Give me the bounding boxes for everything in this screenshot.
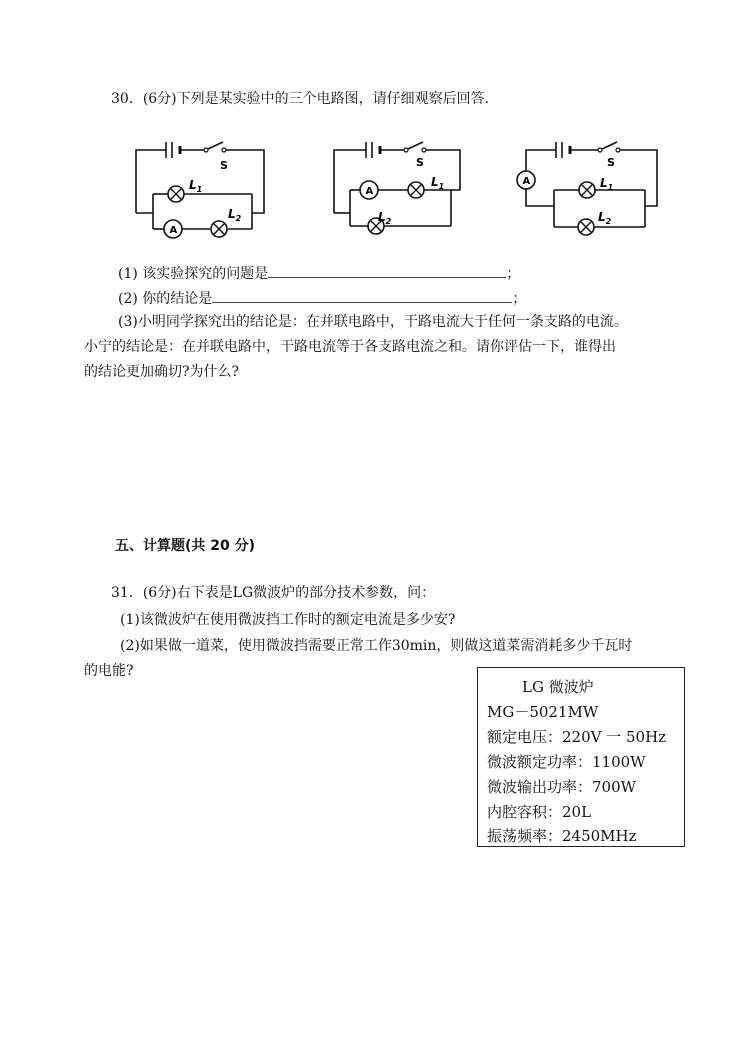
- svg-text:L1: [431, 175, 444, 191]
- circuit-diagram-1: [128, 138, 268, 246]
- ammeter-icon: [360, 181, 378, 199]
- q30-sub1-end: ；: [506, 266, 521, 282]
- q30-sub2: [118, 287, 526, 309]
- answer-blank-1[interactable]: [268, 262, 506, 278]
- section-5-heading: 五、计算题(共 20 分): [115, 538, 256, 554]
- spec-row-frequency: 振荡频率：2450MHz: [487, 827, 637, 845]
- q30-sub1: [118, 262, 520, 284]
- spec-row-voltage: 额定电压：220V 一 50Hz: [487, 728, 667, 746]
- switch-label: S: [220, 159, 228, 172]
- lamp-l1-icon: [579, 182, 595, 198]
- q30-sub3-line2: 小宁的结论是：在并联电路中，干路电流等于各支路电流之和。请你评估一下，谁得出: [84, 339, 616, 355]
- lamp-letter: L: [431, 175, 439, 189]
- lamp-sub: 2: [385, 217, 392, 226]
- circuit-diagram-2: [328, 138, 468, 246]
- lamp-letter: L: [228, 207, 236, 221]
- lamp-letter: L: [189, 178, 197, 192]
- lamp-sub: 1: [607, 183, 614, 192]
- q30-sub3-line1: (3)小明同学探究出的结论是：在并联电路中，干路电流大于任何一条支路的电流。: [118, 314, 628, 330]
- q30-sub2-end: ；: [512, 291, 527, 307]
- switch-label: S: [607, 156, 615, 169]
- spec-row-capacity: 内腔容积：20L: [487, 803, 592, 821]
- spec-row-output-power: 微波输出功率：700W: [487, 778, 637, 796]
- q30-stem: 30．(6分)下列是某实验中的三个电路图，请仔细观察后回答．: [111, 91, 499, 107]
- spec-table: [477, 667, 685, 847]
- spec-row-rated-power: 微波额定功率：1100W: [487, 753, 646, 771]
- lamp-sub: 1: [438, 182, 445, 191]
- q30-sub2-label: (2) 你的结论是: [118, 291, 213, 307]
- lamp-l2-icon: [578, 219, 594, 235]
- lamp-l1-icon: [408, 182, 424, 198]
- spec-row-model: MG－5021MW: [487, 703, 599, 721]
- q30-sub3-line3: 的结论更加确切?为什么?: [84, 364, 240, 380]
- lamp-letter: L: [598, 210, 606, 224]
- svg-text:L1: [189, 178, 202, 194]
- q31-sub2-line1: (2)如果做一道菜，使用微波挡需要正常工作30min，则做这道菜需消耗多少千瓦时: [120, 638, 633, 654]
- lamp-sub: 2: [235, 214, 242, 223]
- lamp-letter: L: [600, 176, 608, 190]
- svg-text:L2: [228, 207, 242, 223]
- ammeter-label: A: [169, 225, 178, 236]
- ammeter-icon: [517, 171, 535, 189]
- spec-title: LG 微波炉: [522, 678, 594, 696]
- lamp-sub: 2: [605, 217, 612, 226]
- q31-stem: 31．(6分)右下表是LG微波炉的部分技术参数，问：: [111, 585, 436, 601]
- svg-text:L1: [600, 176, 613, 192]
- circuit-diagram-3: [514, 138, 664, 246]
- q31-sub2-line2: 的电能?: [84, 663, 134, 679]
- switch-label: S: [416, 156, 424, 169]
- svg-text:L2: [598, 210, 612, 226]
- ammeter-label: A: [365, 186, 374, 197]
- ammeter-icon: [164, 220, 182, 238]
- q30-sub1-label: (1) 该实验探究的问题是: [118, 266, 269, 282]
- q31-sub1: (1)该微波炉在使用微波挡工作时的额定电流是多少安?: [120, 612, 456, 628]
- svg-text:L2: [378, 210, 392, 226]
- lamp-l2-icon: [211, 221, 227, 237]
- ammeter-label: A: [522, 176, 531, 187]
- lamp-sub: 1: [196, 185, 203, 194]
- answer-blank-2[interactable]: [212, 287, 512, 303]
- lamp-l1-icon: [168, 186, 184, 202]
- lamp-letter: L: [378, 210, 386, 224]
